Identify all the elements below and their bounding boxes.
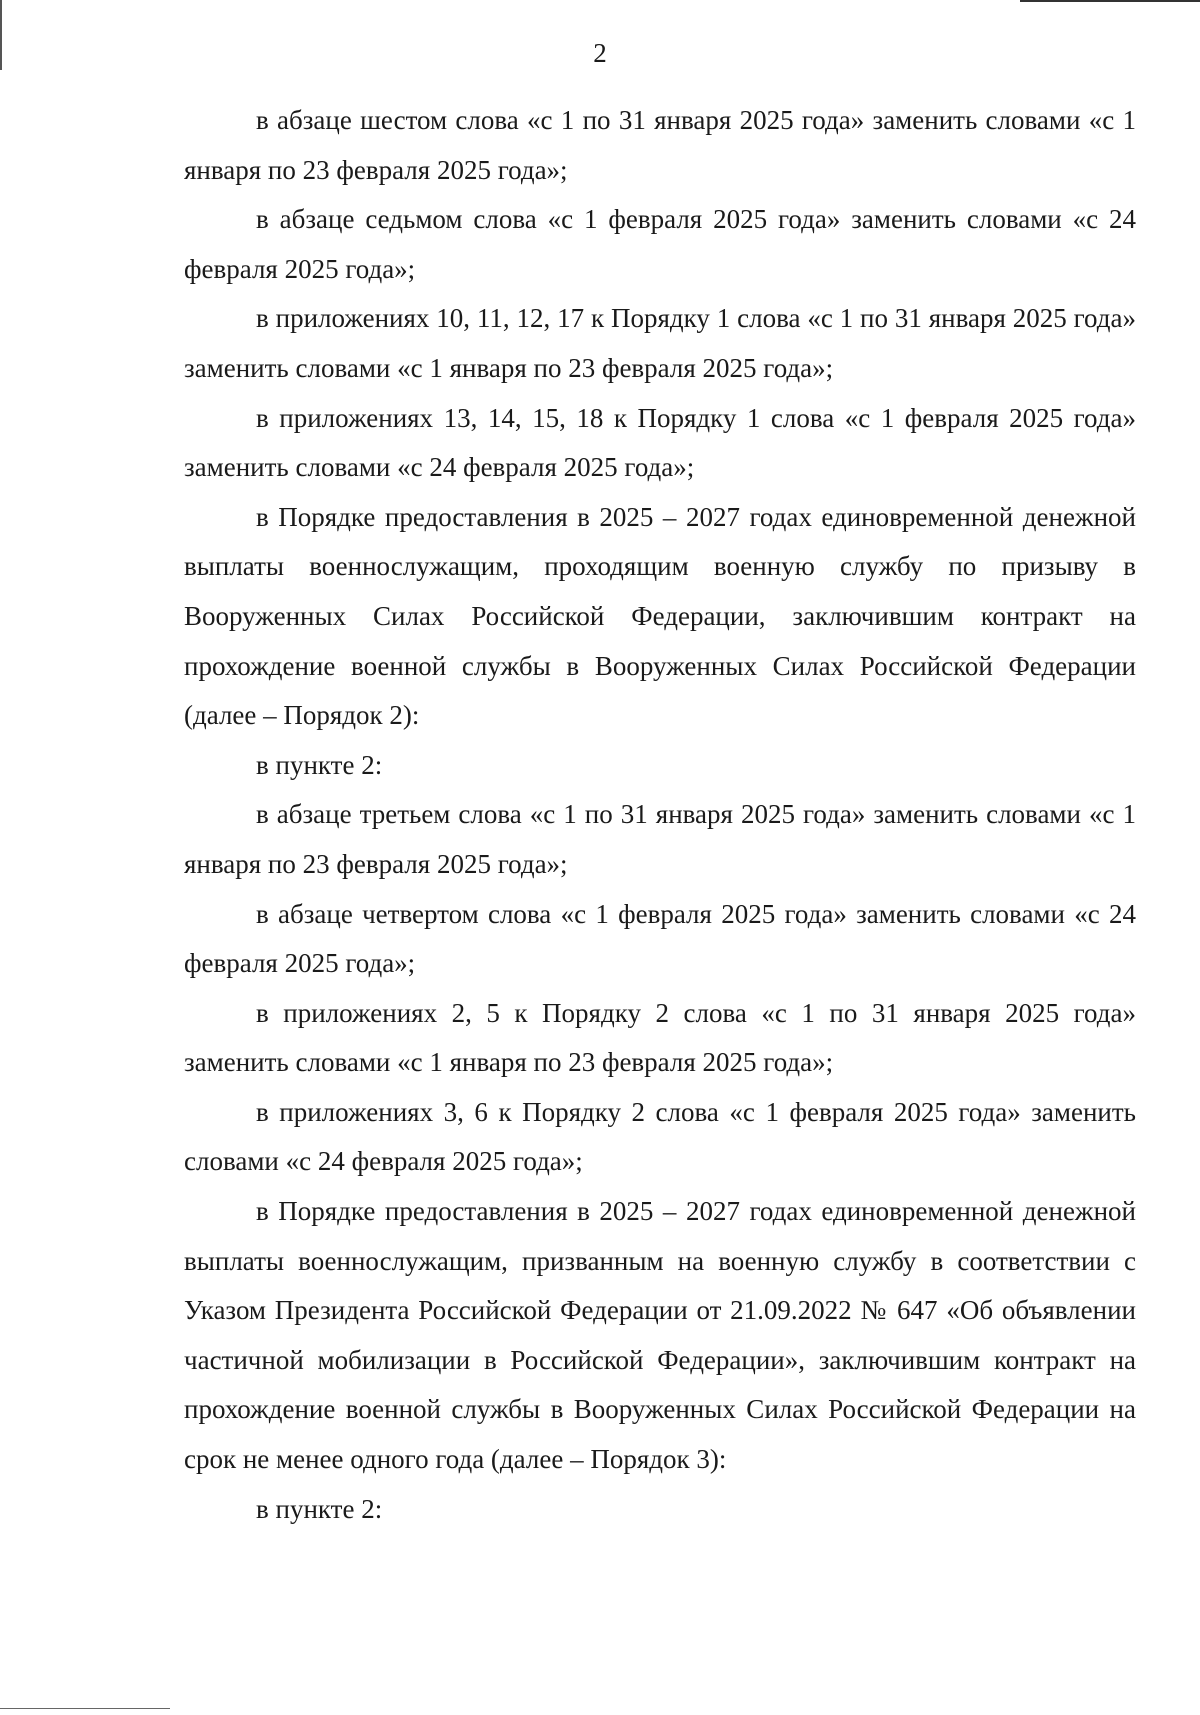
scan-edge-line-top	[1020, 0, 1200, 2]
paragraph: в Порядке предоставления в 2025 – 2027 годах единовременной денежной выплаты военнослужащим, призванным на военную службу в соответствии с Указом Президента Российской Федерации от 21.09.2022 № 647 «Об объявлении частичной мобилизации в Российской Федерации», заключившим контракт на прохождение военной службы в Вооруженных Силах Российской Федерации на срок не менее одного года (далее – Порядок 3):	[184, 1196, 1136, 1475]
scan-edge-line-bottom	[0, 1708, 170, 1709]
paragraph: в приложениях 13, 14, 15, 18 к Порядку 1 слова «с 1 февраля 2025 года» заменить словами «с 24 февраля 2025 года»;	[184, 402, 1136, 483]
page-number: 2	[593, 38, 607, 68]
paragraph: в пункте 2:	[256, 1493, 383, 1524]
paragraph: в приложениях 2, 5 к Порядку 2 слова «с 1 по 31 января 2025 года» заменить словами «с 1 января по 23 февраля 2025 года»;	[184, 997, 1136, 1078]
paragraph: в абзаце третьем слова «с 1 по 31 января 2025 года» заменить словами «с 1 января по 23 февраля 2025 года»;	[184, 799, 1136, 879]
document-body	[184, 96, 1136, 1534]
paragraph: в абзаце четвертом слова «с 1 февраля 2025 года» заменить словами «с 24 февраля 2025 года»;	[184, 898, 1136, 979]
paragraph: в приложениях 10, 11, 12, 17 к Порядку 1 слова «с 1 по 31 января 2025 года» заменить словами «с 1 января по 23 февраля 2025 года»;	[184, 303, 1136, 383]
paragraph: в абзаце шестом слова «с 1 по 31 января 2025 года» заменить словами «с 1 января по 23 февраля 2025 года»;	[184, 105, 1136, 185]
paragraph: в Порядке предоставления в 2025 – 2027 годах единовременной денежной выплаты военнослужащим, проходящим военную службу по призыву в Вооруженных Силах Российской Федерации, заключившим контракт на прохождение военной службы в Вооруженных Силах Российской Федерации (далее – Порядок 2):	[184, 501, 1136, 731]
paragraph: в приложениях 3, 6 к Порядку 2 слова «с 1 февраля 2025 года» заменить словами «с 24 февраля 2025 года»;	[184, 1096, 1136, 1177]
paragraph: в абзаце седьмом слова «с 1 февраля 2025 года» заменить словами «с 24 февраля 2025 года»;	[184, 204, 1136, 284]
paragraph: в пункте 2:	[256, 749, 383, 780]
